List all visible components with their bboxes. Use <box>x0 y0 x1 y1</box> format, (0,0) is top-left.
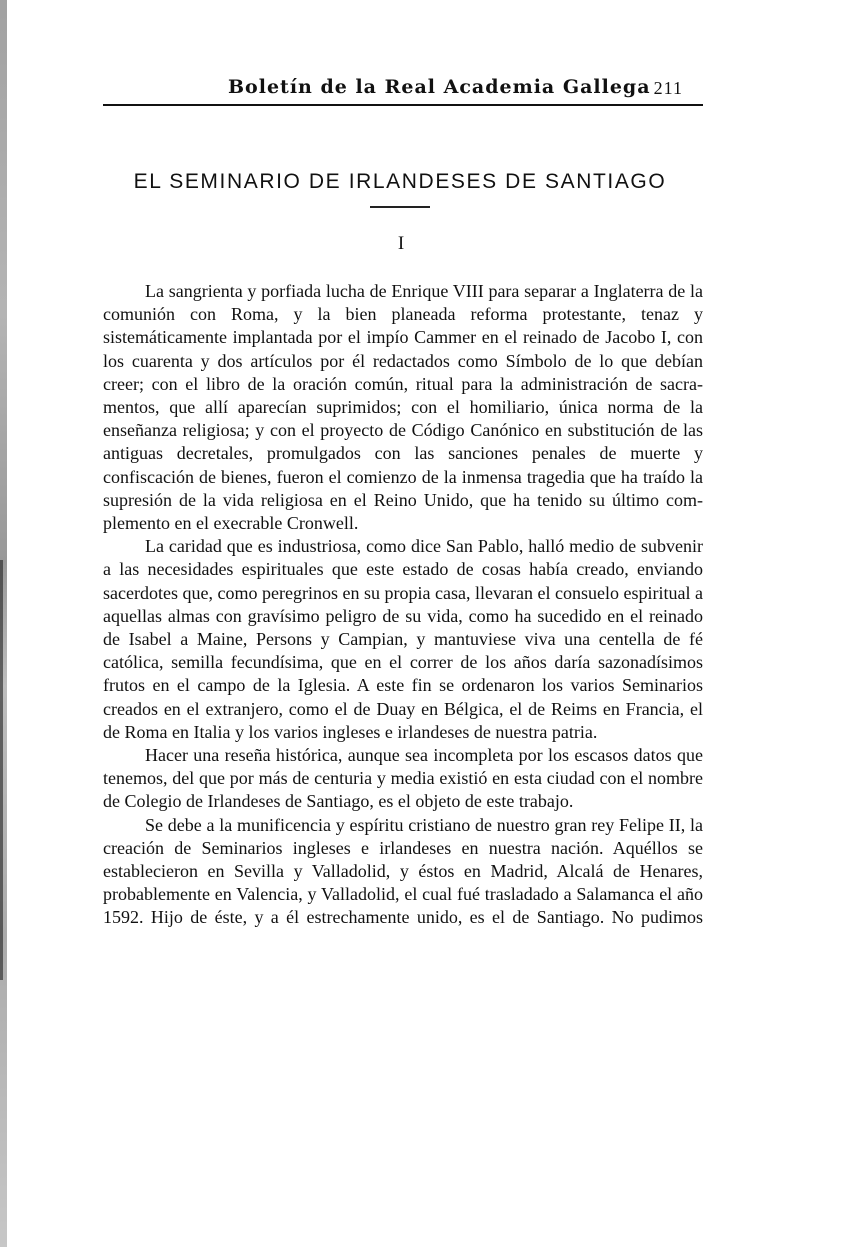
header-rule <box>103 104 703 106</box>
page-number: 211 <box>653 78 683 98</box>
paragraph-3: Hacer una reseña histórica, aunque sea incompleta por los escasos datos que tenemos, del que por más de centuria y media existió en esta ciudad con el nombre de Colegio de Irlandeses de Santiago, es el objeto de este trabajo. <box>103 745 703 812</box>
page-binding-shadow <box>0 560 3 980</box>
article-body <box>103 280 703 930</box>
paragraph-1: La sangrienta y porfiada lucha de Enrique VIII para separar a Inglaterra de la comunión con Roma, y la bien planeada reforma protestante, tenaz y sistemáticamente implantada por el impío Cammer en el reinado de Jacobo I, con los cuarenta y dos artículos por él redactados como Símbolo de lo que debían creer; con el libro de la oración común, ritual para la administración de sacramentos, que allí aparecían suprimidos; con el homiliario, única norma de la enseñanza religiosa; y con el proyecto de Código Canónico en substitución de las antiguas decretales, promulgados con las sanciones penales de muerte y confiscación de bienes, fueron el comienzo de la inmensa tragedia que ha traído la supresión de la vida religiosa en el Reino Unido, que ha tenido su último complemento en el execrable Cronwell. <box>103 281 703 534</box>
title-divider <box>370 206 430 208</box>
paragraph-2: La caridad que es industriosa, como dice San Pablo, halló medio de subvenir a las necesidades espirituales que este estado de cosas había creado, enviando sacerdotes que, como peregrinos en su propia casa, llevaran el consuelo espiritual a aquellas almas con gravísimo peligro de su vida, como ha sucedido en el reinado de Isabel a Maine, Persons y Campian, y mantuviese viva una centella de fé católica, semilla fecundísima, que en el correr de los años daría sazonadísimos frutos en el campo de la Iglesia. A este fin se ordenaron los varios Seminarios creados en el extranjero, como el de Duay en Bélgica, el de Reims en Francia, el de Roma en Italia y los varios ingleses e irlandeses de nuestra patria. <box>103 536 703 742</box>
running-header <box>103 76 703 106</box>
journal-title: Boletín de la Real Academia Gallega <box>228 76 651 98</box>
paragraph-4: Se debe a la munificencia y espíritu cristiano de nuestro gran rey Felipe II, la creación de Seminarios ingleses e irlandeses en nuestra nación. Aquéllos se establecieron en Sevilla y Valladolid, y éstos en Madrid, Alcalá de Henares, probablemente en Valencia, y Valladolid, el cual fué trasladado a Salamanca el año 1592. Hijo de éste, y a él estrechamente unido, es el de Santiago. No pudimos <box>103 814 703 928</box>
section-number: I <box>397 233 405 254</box>
article-title: EL SEMINARIO DE IRLANDESES DE SANTIAGO <box>133 170 667 193</box>
